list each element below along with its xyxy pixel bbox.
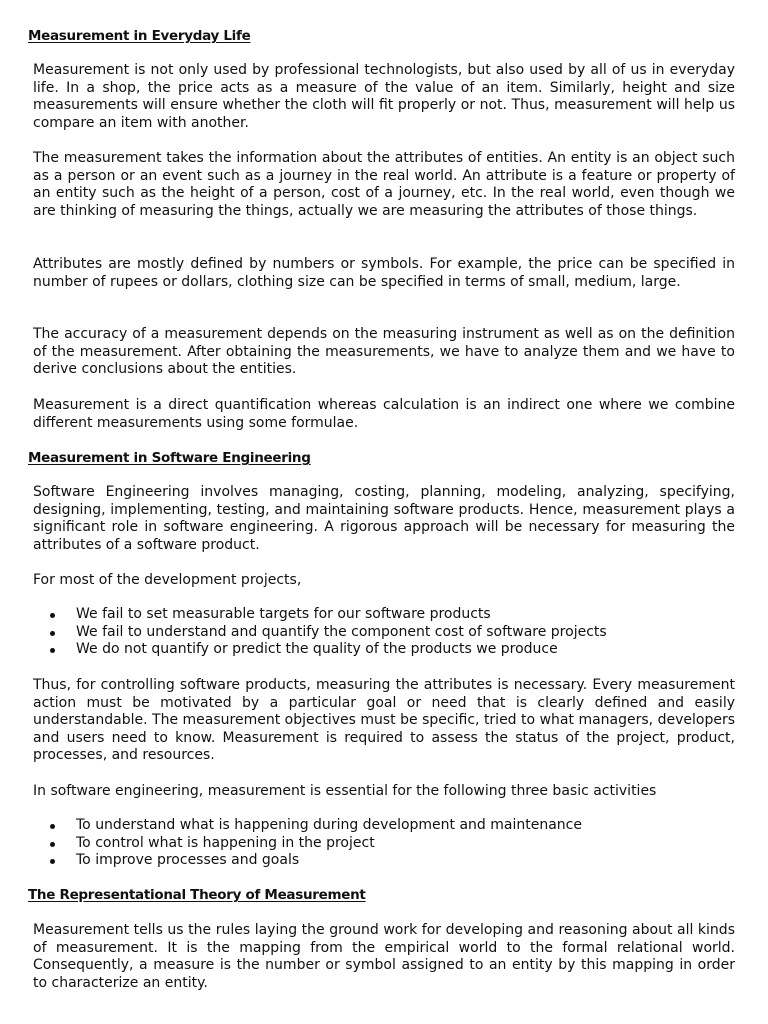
list-item (48, 606, 738, 624)
section-heading-everyday-life: Measurement in Everyday Life (28, 28, 251, 44)
list-item-text: To understand what is happening during development and maintenance (76, 817, 582, 833)
list-item-text: To improve processes and goals (76, 852, 300, 868)
list-item (48, 641, 738, 659)
paragraph: Attributes are mostly defined by numbers or symbols. For example, the price can be specified in number of rupees or dollars, clothing size can be specified in terms of small, medium, large. (33, 256, 735, 290)
bullet-icon (50, 842, 55, 847)
section-heading-software-engineering: Measurement in Software Engineering (28, 450, 311, 466)
bullet-icon (50, 859, 55, 864)
paragraph: Thus, for controlling software products, measuring the attributes is necessary. Every measurement action must be motivated by a particular goal or need that is clearly defined and easily understandable. The measurement objectives must be specific, tried to what managers, developers and users need to know. Measurement is required to assess the status of the project, product, processes, and resources. (33, 677, 735, 763)
bullet-icon (50, 648, 55, 653)
list-item-text: To control what is happening in the project (76, 834, 375, 851)
list-item-text: We fail to understand and quantify the component cost of software projects (76, 623, 607, 640)
list-item-text: We fail to set measurable targets for our software products (76, 606, 491, 622)
paragraph: Measurement tells us the rules laying the ground work for developing and reasoning about all kinds of measurement. It is the mapping from the empirical world to the formal relational world. Consequently, a measure is the number or symbol assigned to an entity by this mapping in order to characterize an entity. (33, 922, 735, 991)
paragraph: Software Engineering involves managing, costing, planning, modeling, analyzing, specifying, designing, implementing, testing, and maintaining software products. Hence, measurement plays a significant role in software engineering. A rigorous approach will be necessary for measuring the attributes of a software product. (33, 484, 735, 553)
list-item (48, 852, 738, 870)
paragraph: The accuracy of a measurement depends on the measuring instrument as well as on the definition of the measurement. After obtaining the measurements, we have to analyze them and we have to derive conclusions about the entities. (33, 326, 735, 377)
list-item (48, 817, 738, 835)
bullet-icon (50, 631, 55, 636)
paragraph: In software engineering, measurement is essential for the following three basic activities (33, 783, 657, 799)
section-heading-representational-theory: The Representational Theory of Measurement (28, 887, 366, 903)
paragraph: Measurement is not only used by professional technologists, but also used by all of us in everyday life. In a shop, the price acts as a measure of the value of an item. Similarly, height and size measurements will ensure whether the cloth will fit properly or not. Thus, measurement will help us compare an item with another. (33, 62, 735, 131)
bullet-icon (50, 824, 55, 829)
paragraph: Measurement is a direct quantification whereas calculation is an indirect one where we combine different measurements using some formulae. (33, 397, 735, 431)
list-item (48, 624, 738, 642)
paragraph: For most of the development projects, (33, 572, 302, 588)
bullet-list (48, 606, 738, 659)
bullet-list (48, 817, 738, 870)
paragraph: The measurement takes the information about the attributes of entities. An entity is an object such as a person or an event such as a journey in the real world. An attribute is a feature or property of an entity such as the height of a person, cost of a journey, etc. In the real world, even though we are thinking of measuring the things, actually we are measuring the attributes of those things. (33, 150, 735, 219)
list-item-text: We do not quantify or predict the quality of the products we produce (76, 641, 558, 657)
bullet-icon (50, 613, 55, 618)
list-item (48, 835, 738, 853)
